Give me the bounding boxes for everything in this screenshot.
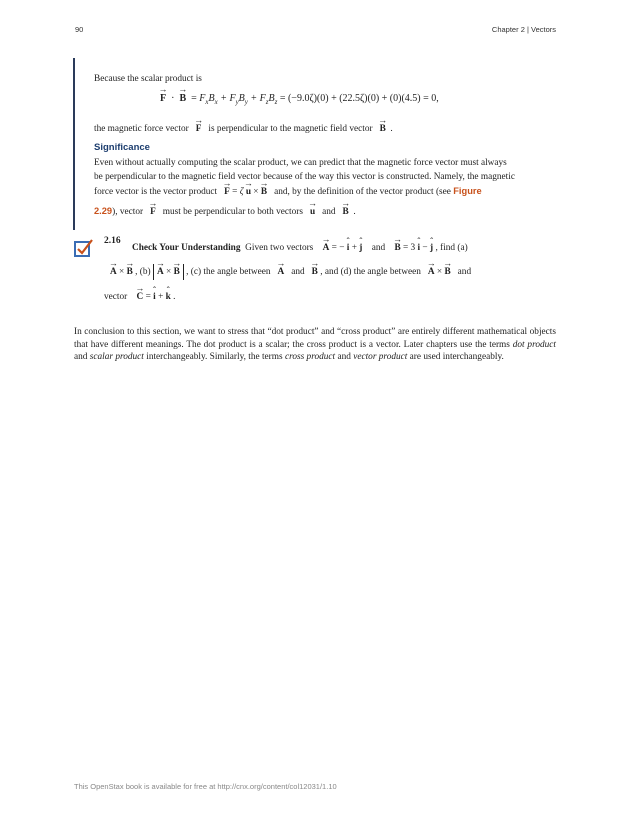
significance-line-1: Even without actually computing the scalar product, we can predict that the magnetic force vector must always [94, 158, 507, 168]
checkbox-pencil-icon [74, 238, 94, 258]
significance-line-4: 2.29), vector → F must be perpendicular to both vectors → u and → B . [94, 204, 564, 219]
check-part-b: , (b) [135, 267, 151, 277]
sig-text-3a: force vector is the vector product [94, 187, 218, 197]
significance-heading: Significance [94, 142, 150, 153]
check-number-text: 2.16 [104, 236, 121, 246]
sig-text-3b: and, by the definition of the vector product (see [274, 187, 451, 197]
equation-tail: = (−9.0ζ)(0) + (22.5ζ)(0) + (0)(4.5) = 0, [279, 93, 439, 104]
check-number [104, 236, 121, 246]
term-cross-product: cross product [284, 352, 336, 362]
check-line-2: → A × → B , (b) → A × → B , (c) the angle between → A and → B , and (d) the angle between → A × → B and [110, 264, 471, 280]
perpendicular-line: the magnetic force vector → F is perpendicular to the magnetic field vector → B . [94, 122, 564, 136]
conclusion-s5: are used interchangeably. [407, 352, 504, 362]
term-vector-product: vector product [353, 352, 408, 362]
sig-text-4a: ), vector [112, 207, 144, 217]
term-dot-product: dot product [512, 339, 557, 350]
check-find: , find (a) [435, 243, 468, 253]
check-and-2: and [291, 267, 305, 277]
page-footer: This OpenStax book is available for free at http://cnx.org/content/col12031/1.10 [74, 782, 337, 791]
check-vector-label: vector [104, 292, 128, 302]
figure-link[interactable]: Figure [453, 186, 482, 196]
scalar-product-equation: → F · → $B = F_xB_x + F_yB_y + F_zB_z = (-9.0\zeta)(0) + (22.5\zeta)(0) + (0)(4.5) = 0$, [160, 93, 439, 106]
conclusion-s2: and [74, 352, 90, 362]
figure-number-link[interactable]: 2.29 [94, 206, 113, 216]
check-line-3: vector → C = ˆ i + ˆ k . [104, 292, 175, 302]
conclusion-s1: In conclusion to this section, we want to stress that “dot product” and “cross product” are entirely different mathematical objects that have different meanings. The dot product is a scalar; the cross product is a vector. Later chapters use the terms [74, 327, 556, 350]
check-and-1: and [371, 243, 386, 253]
check-and-3: and [457, 267, 472, 277]
check-part-d: , and (d) the angle between [320, 267, 421, 277]
perp-text-b: is perpendicular to the magnetic field vector [208, 124, 373, 134]
check-title: Check Your Understanding [132, 243, 241, 253]
check-line-1: Check Your Understanding Given two vectors → A = − ˆ i + ˆ j and → B = 3 ˆ i − ˆ j , find (a) [132, 243, 468, 253]
perp-text-a: the magnetic force vector [94, 124, 189, 134]
example-sidebar-bar [73, 58, 75, 230]
significance-line-3: force vector is the vector product → F = ζ → u × → B and, by the definition of the vector product (see Figure [94, 184, 564, 199]
check-part-c: , (c) the angle between [186, 267, 271, 277]
page-number: 90 [75, 25, 84, 34]
term-scalar-product: scalar product [89, 352, 144, 362]
chapter-header: Chapter 2 | Vectors [491, 25, 556, 34]
check-given: Given two vectors [245, 243, 314, 253]
because-text: Because the scalar product is [94, 74, 202, 84]
conclusion-s4: and [335, 352, 354, 362]
significance-line-2: be perpendicular to the magnetic field vector because of the way this vector is constructed. Namely, the magnetic [94, 172, 515, 182]
sig-text-4b: must be perpendicular to both vectors [162, 207, 303, 217]
conclusion-s3: interchangeably. Similarly, the terms [143, 352, 285, 362]
conclusion-paragraph [74, 326, 556, 364]
sig-and: and [322, 207, 336, 217]
